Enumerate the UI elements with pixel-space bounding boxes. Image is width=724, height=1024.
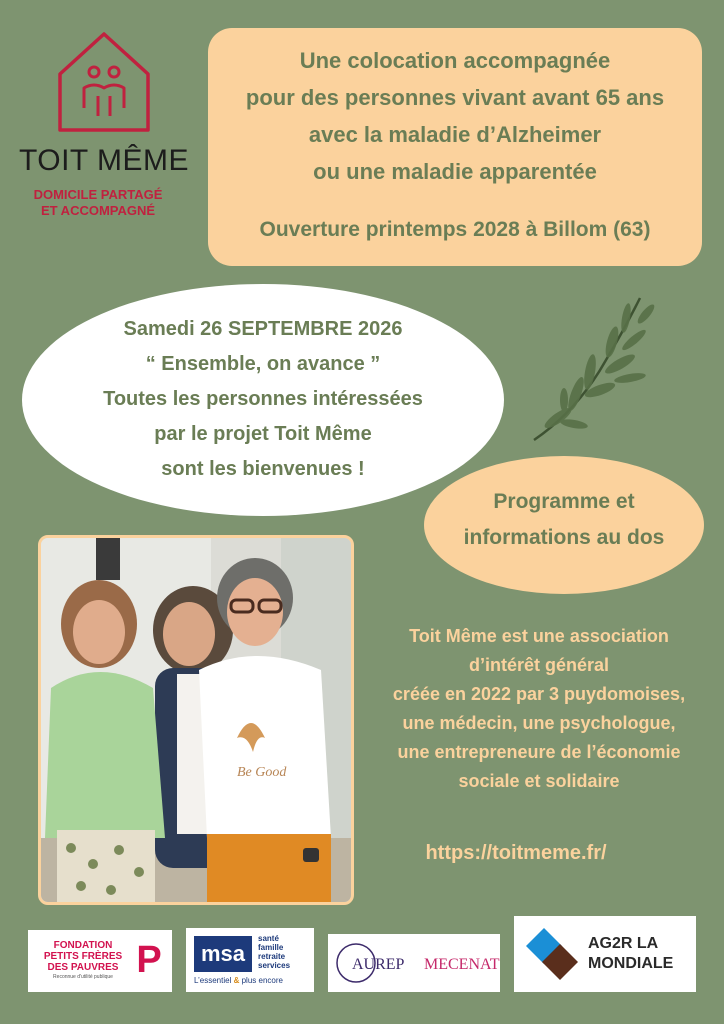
msa-line-4: services [258,961,291,970]
tshirt-print: Be Good [237,765,287,780]
msa-slogan-b: plus encore [241,976,283,985]
pf-line-3: DES PAUVRES [47,962,119,973]
program-line-2: informations au dos [463,526,665,549]
program-bubble [424,456,704,594]
pf-sub: Reconnue d'utilité publique [53,974,113,980]
about-line: d’intérêt général [468,655,610,675]
aurep-text-b: MECENAT [424,956,500,973]
msa-line-1: santé [258,934,279,943]
intro-box [208,28,702,266]
msa-line-3: retraite [258,952,286,961]
event-slogan: “ Ensemble, on avance ” [145,353,381,375]
sponsor-ag2r [514,916,696,992]
logo-tagline-line-1: DOMICILE PARTAGÉ [33,187,163,202]
pf-line-1: FONDATION [53,940,113,951]
founders-photo-illustration [41,538,351,902]
toit-meme-logo [14,26,194,226]
pf-mark-icon: P [136,939,162,981]
event-line: Toutes les personnes intéressées [103,388,423,410]
website-link[interactable]: https://toitmeme.fr/ [425,842,607,864]
intro-line: pour des personnes vivant avant 65 ans [245,85,665,110]
aurep-text-a: AUREP [352,956,405,973]
olive-branch-icon [528,290,668,450]
msa-slogan-amp: & [233,976,240,985]
about-line: créée en 2022 par 3 puydomoises, [392,684,686,704]
msa-slogan-a: L’essentiel [194,976,232,985]
logo-tagline [14,187,182,219]
msa-line-2: famille [258,943,284,952]
sponsor-msa [186,928,314,992]
logo-tagline-line-2: ET ACCOMPAGNÉ [40,203,156,218]
intro-line: avec la maladie d’Alzheimer [308,122,602,147]
program-line-1: Programme et [493,490,635,513]
about-line: une entrepreneure de l’économie [397,742,681,762]
about-line: Toit Même est une association [409,626,669,646]
pf-line-2: PETITS FRÈRES [43,951,123,962]
sponsor-aurep [328,934,500,992]
event-line: sont les bienvenues ! [161,458,365,480]
sponsor-petits-freres [28,930,172,992]
founders-photo [38,535,354,905]
event-line: par le projet Toit Même [154,423,372,445]
intro-line: ou une maladie apparentée [313,159,597,184]
about-line: une médecin, une psychologue, [402,713,676,733]
intro-line: Une colocation accompagnée [299,48,611,73]
opening-date: Ouverture printemps 2028 à Billom (63) [259,218,651,241]
msa-slogan [194,976,283,985]
house-icon [54,26,154,134]
ag2r-line-2: MONDIALE [588,955,674,972]
event-bubble [22,284,504,516]
msa-mark-icon: msa [194,936,252,972]
logo-brand-name: TOIT MÊME [18,144,190,177]
ag2r-line-1: AG2R LA [588,935,659,952]
about-line: sociale et solidaire [458,771,620,791]
event-date: Samedi 26 SEPTEMBRE 2026 [123,318,403,340]
about-association [356,622,722,796]
ag2r-diamond-icon [522,924,582,984]
